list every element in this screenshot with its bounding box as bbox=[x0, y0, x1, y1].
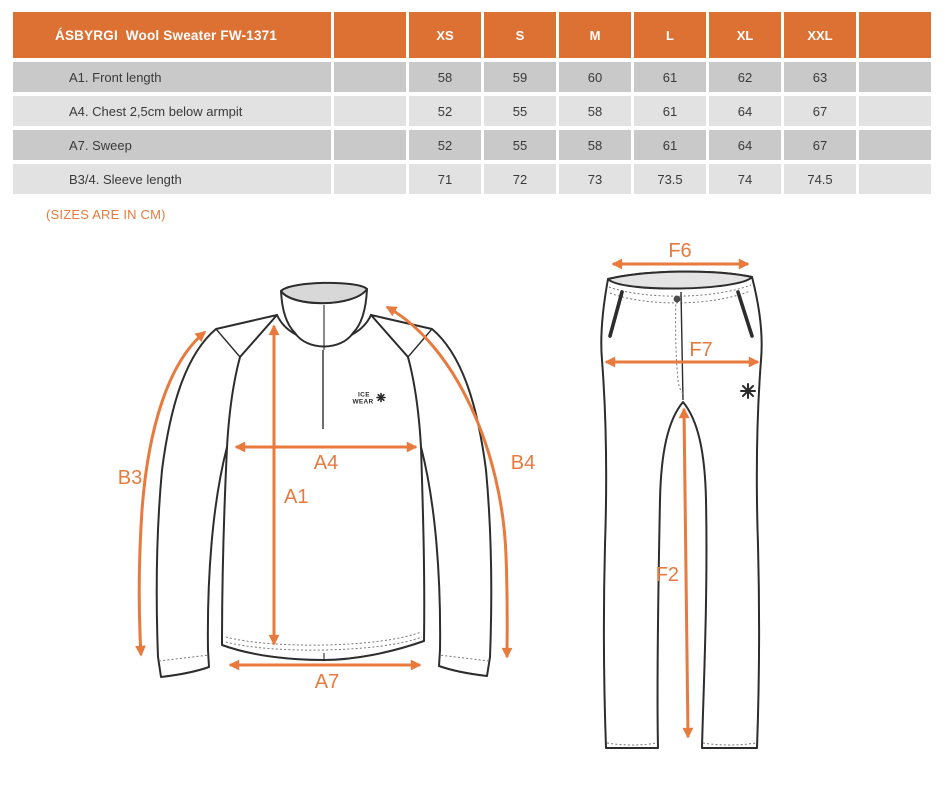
spacer-cell bbox=[334, 130, 406, 160]
sweater-diagram bbox=[118, 283, 535, 693]
row-label: A7. Sweep bbox=[13, 130, 331, 160]
size-value-cell: 58 bbox=[409, 62, 481, 92]
spacer-cell-end bbox=[859, 62, 931, 92]
size-value-cell: 58 bbox=[559, 130, 631, 160]
size-value-cell: 71 bbox=[409, 164, 481, 194]
size-value-cell: 62 bbox=[709, 62, 781, 92]
a1-label: A1 bbox=[284, 486, 309, 508]
spacer-cell bbox=[334, 96, 406, 126]
f7-label: F7 bbox=[689, 339, 713, 361]
a4-label: A4 bbox=[313, 452, 339, 474]
spacer-cell-end bbox=[859, 164, 931, 194]
size-value-cell: 60 bbox=[559, 62, 631, 92]
header-spacer-cell bbox=[334, 12, 406, 58]
row-label: B3/4. Sleeve length bbox=[13, 164, 331, 194]
header-row bbox=[13, 12, 931, 58]
size-value-cell: 61 bbox=[634, 96, 706, 126]
size-value-cell: 64 bbox=[709, 130, 781, 160]
size-value-cell: 58 bbox=[559, 96, 631, 126]
size-value-cell: 64 bbox=[709, 96, 781, 126]
f2-arrow bbox=[684, 409, 688, 737]
size-header-s: S bbox=[484, 12, 556, 58]
size-value-cell: 52 bbox=[409, 130, 481, 160]
size-value-cell: 67 bbox=[784, 130, 856, 160]
size-value-cell: 73.5 bbox=[634, 164, 706, 194]
size-value-cell: 55 bbox=[484, 130, 556, 160]
size-value-cell: 55 bbox=[484, 96, 556, 126]
sizes-unit-note: (SIZES ARE IN CM) bbox=[46, 207, 166, 222]
spacer-cell-end bbox=[859, 96, 931, 126]
b4-label: B4 bbox=[510, 452, 536, 474]
measurement-diagram bbox=[0, 228, 946, 785]
f2-label: F2 bbox=[655, 564, 679, 586]
a7-label: A7 bbox=[314, 671, 340, 693]
brand-logo-text-line1: ICE bbox=[357, 391, 371, 399]
size-value-cell: 61 bbox=[634, 130, 706, 160]
table-row-front-length bbox=[13, 62, 931, 92]
size-value-cell: 59 bbox=[484, 62, 556, 92]
size-header-xxl: XXL bbox=[784, 12, 856, 58]
size-value-cell: 72 bbox=[484, 164, 556, 194]
size-value-cell: 74 bbox=[709, 164, 781, 194]
product-title: ÁSBYRGI Wool Sweater FW-1371 bbox=[13, 12, 331, 58]
size-chart-table bbox=[10, 8, 934, 198]
brand-logo-text-line2: WEAR bbox=[352, 398, 374, 406]
row-label: A4. Chest 2,5cm below armpit bbox=[13, 96, 331, 126]
size-value-cell: 67 bbox=[784, 96, 856, 126]
b3-label: B3 bbox=[117, 467, 143, 489]
size-value-cell: 74.5 bbox=[784, 164, 856, 194]
size-value-cell: 61 bbox=[634, 62, 706, 92]
size-header-xl: XL bbox=[709, 12, 781, 58]
spacer-cell bbox=[334, 164, 406, 194]
f6-label: F6 bbox=[668, 240, 692, 262]
spacer-cell-end bbox=[859, 130, 931, 160]
size-value-cell: 63 bbox=[784, 62, 856, 92]
size-value-cell: 73 bbox=[559, 164, 631, 194]
table-row-sleeve-length bbox=[13, 164, 931, 194]
header-spacer-cell-end bbox=[859, 12, 931, 58]
spacer-cell bbox=[334, 62, 406, 92]
size-header-xs: XS bbox=[409, 12, 481, 58]
table-row-chest bbox=[13, 96, 931, 126]
size-value-cell: 52 bbox=[409, 96, 481, 126]
size-header-m: M bbox=[559, 12, 631, 58]
row-label: A1. Front length bbox=[13, 62, 331, 92]
pants-snowflake-icon bbox=[741, 384, 755, 398]
table-row-sweep bbox=[13, 130, 931, 160]
snowflake-icon bbox=[377, 394, 385, 402]
size-header-l: L bbox=[634, 12, 706, 58]
pants-diagram bbox=[601, 240, 761, 748]
waist-button bbox=[674, 296, 681, 303]
